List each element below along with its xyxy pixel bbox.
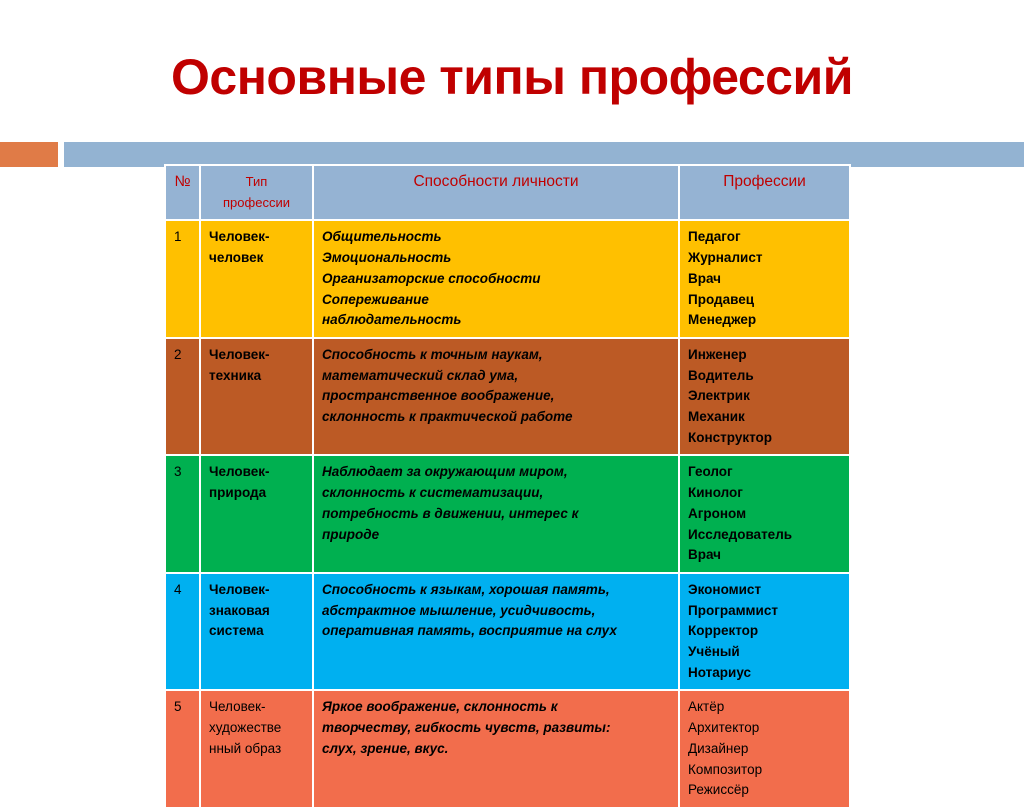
professions-line: Корректор (688, 623, 759, 639)
personality-abilities (313, 455, 679, 573)
type-line: Человек- (209, 464, 270, 480)
abilities-line: Способность к точным наукам, (322, 346, 543, 362)
abilities-line: творчеству, гибкость чувств, развиты: (322, 720, 611, 736)
table-row (165, 338, 850, 456)
professions-line: Актёр (688, 699, 725, 715)
personality-abilities (313, 338, 679, 456)
header-type: Тип профессии (200, 165, 313, 220)
abilities-line: оперативная память, восприятие на слух (322, 623, 617, 639)
professions-line: Учёный (688, 644, 740, 660)
professions-list (679, 690, 850, 808)
abilities-line: слух, зрение, вкус. (322, 740, 449, 756)
type-line: Человек- (209, 699, 266, 715)
professions-line: Композитор (688, 761, 763, 777)
type-line: техника (209, 367, 262, 383)
header-num: № (165, 165, 200, 220)
decor-bar-orange (0, 142, 58, 167)
professions-list (679, 338, 850, 456)
professions-list (679, 220, 850, 338)
abilities-line: склонность к практической работе (322, 409, 573, 425)
professions-line: Нотариус (688, 664, 752, 680)
professions-line: Режиссёр (688, 782, 749, 798)
professions-table (164, 164, 851, 809)
table-row (165, 455, 850, 573)
professions-line: Врач (688, 547, 722, 563)
abilities-line: Наблюдает за окружающим миром, (322, 464, 568, 480)
personality-abilities (313, 220, 679, 338)
profession-type (200, 338, 313, 456)
header-professions: Профессии (679, 165, 850, 220)
type-line: художестве (209, 720, 282, 736)
abilities-line: природе (322, 526, 380, 542)
row-number: 3 (165, 455, 200, 573)
professions-line: Агроном (688, 505, 747, 521)
professions-line: Врач (688, 270, 722, 286)
abilities-line: наблюдательность (322, 312, 462, 328)
table-header-row (165, 165, 850, 220)
profession-type (200, 455, 313, 573)
professions-line: Водитель (688, 367, 754, 383)
abilities-line: Сопереживание (322, 291, 429, 307)
professions-line: Журналист (688, 250, 763, 266)
professions-list (679, 573, 850, 691)
abilities-line: абстрактное мышление, усидчивость, (322, 602, 596, 618)
professions-line: Конструктор (688, 429, 773, 445)
professions-line: Электрик (688, 388, 750, 404)
type-line: Человек- (209, 346, 270, 362)
type-line: система (209, 623, 264, 639)
professions-line: Механик (688, 409, 745, 425)
professions-line: Программист (688, 602, 778, 618)
abilities-line: математический склад ума, (322, 367, 519, 383)
header-abilities: Способности личности (313, 165, 679, 220)
professions-line: Геолог (688, 464, 733, 480)
personality-abilities (313, 690, 679, 808)
professions-line: Педагог (688, 229, 741, 245)
abilities-line: Способность к языкам, хорошая память, (322, 581, 610, 597)
professions-line: Продавец (688, 291, 755, 307)
abilities-line: пространственное воображение, (322, 388, 555, 404)
professions-line: Кинолог (688, 485, 743, 501)
abilities-line: Организаторские способности (322, 270, 541, 286)
profession-type (200, 220, 313, 338)
type-line: Человек- (209, 581, 270, 597)
professions-line: Исследователь (688, 526, 793, 542)
abilities-line: Общительность (322, 229, 442, 245)
type-line: человек (209, 250, 264, 266)
table-row (165, 573, 850, 691)
professions-list (679, 455, 850, 573)
abilities-line: потребность в движении, интерес к (322, 505, 579, 521)
personality-abilities (313, 573, 679, 691)
profession-type (200, 573, 313, 691)
row-number: 5 (165, 690, 200, 808)
professions-line: Менеджер (688, 312, 757, 328)
slide-title: Основные типы профессий (171, 49, 853, 105)
type-line: знаковая (209, 602, 270, 618)
type-line: нный образ (209, 740, 282, 756)
professions-line: Дизайнер (688, 740, 749, 756)
table-row (165, 690, 850, 808)
profession-type (200, 690, 313, 808)
row-number: 1 (165, 220, 200, 338)
professions-line: Инженер (688, 346, 747, 362)
abilities-line: склонность к систематизации, (322, 485, 544, 501)
professions-line: Архитектор (688, 720, 760, 736)
row-number: 4 (165, 573, 200, 691)
type-line: Человек- (209, 229, 270, 245)
type-line: природа (209, 485, 267, 501)
professions-line: Экономист (688, 581, 762, 597)
row-number: 2 (165, 338, 200, 456)
abilities-line: Яркое воображение, склонность к (322, 699, 558, 715)
abilities-line: Эмоциональность (322, 250, 452, 266)
table-row (165, 220, 850, 338)
